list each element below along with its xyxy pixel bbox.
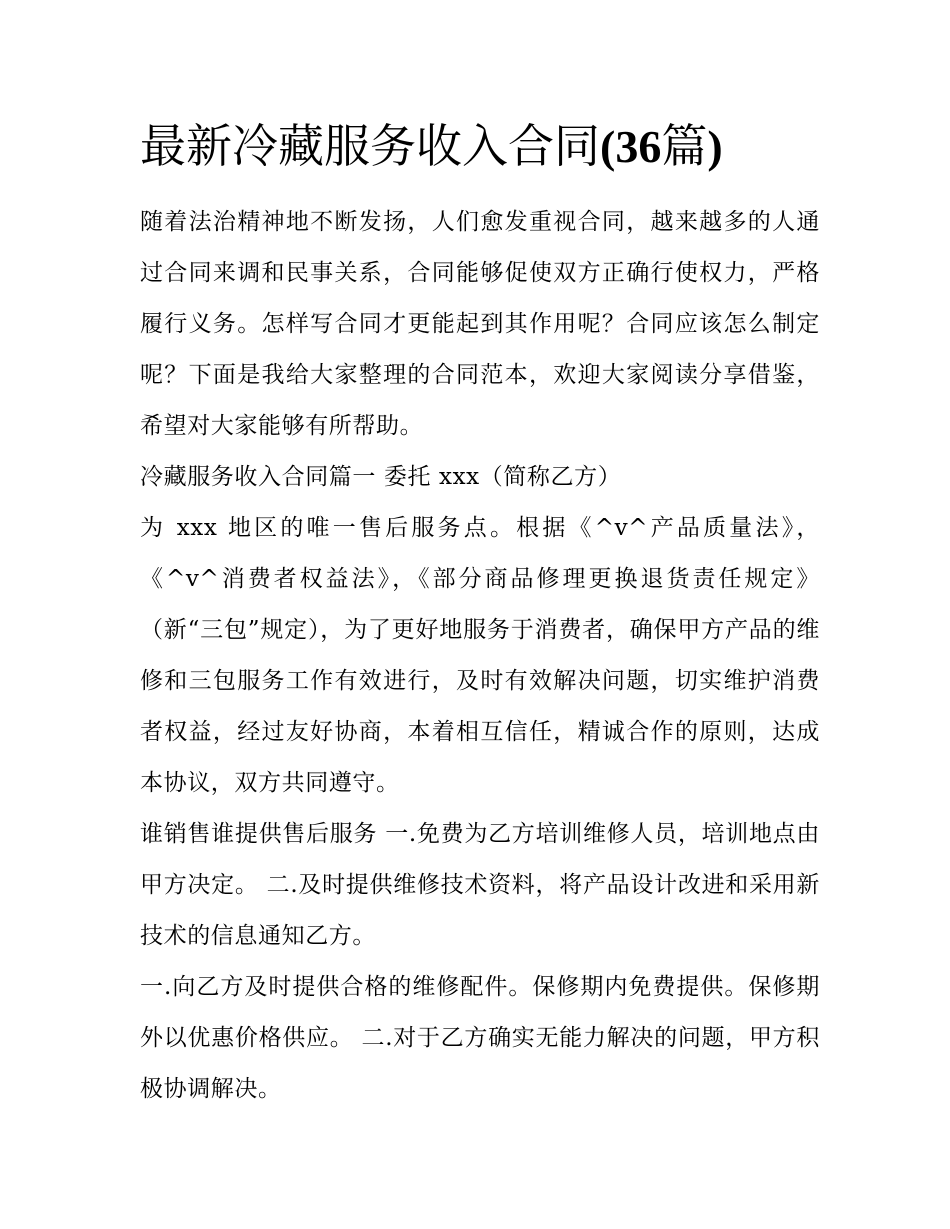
paragraph-intro: 随着法治精神地不断发扬，人们愈发重视合同，越来越多的人通过合同来调和民事关系，合同能够促使双方正确行使权力，严格履行义务。怎样写合同才更能起到其作用呢？合同应该怎么制定呢？下面是我给大家整理的合同范本，欢迎大家阅读分享借鉴，希望对大家能够有所帮助。 — [140, 209, 820, 439]
paragraph-section-heading: 冷藏服务收入合同篇一 委托 xxx（简称乙方） — [140, 464, 622, 490]
paragraph-training: 谁销售谁提供售后服务 一.免费为乙方培训维修人员，培训地点由甲方决定。 二.及时提供维修技术资料，将产品设计改进和采用新技术的信息通知乙方。 — [140, 821, 820, 949]
title-cjk-tail: 篇 — [661, 119, 708, 173]
paragraph-service-point: 为 xxx 地区的唯一售后服务点。根据《^v^产品质量法》，《^v^消费者权益法》，《部分商品修理更换退货责任规定》（新“三包”规定），为了更好地服务于消费者，确保甲方产品的维修和三包服务工作有效进行，及时有效解决问题，切实维护消费者权益，经过友好协商，本着相互信任，精诚合作的原则，达成本协议，双方共同遵守。 — [140, 515, 820, 796]
title-count: (36 — [600, 121, 662, 172]
document-title — [140, 114, 840, 179]
document-body — [140, 197, 820, 1115]
paragraph-parts: 一.向乙方及时提供合格的维修配件。保修期内免费提供。保修期外以优惠价格供应。 二.对于乙方确实无能力解决的问题，甲方积极协调解决。 — [140, 974, 820, 1102]
title-cjk: 最新冷藏服务收入合同 — [140, 119, 600, 173]
title-close: ) — [707, 121, 723, 172]
